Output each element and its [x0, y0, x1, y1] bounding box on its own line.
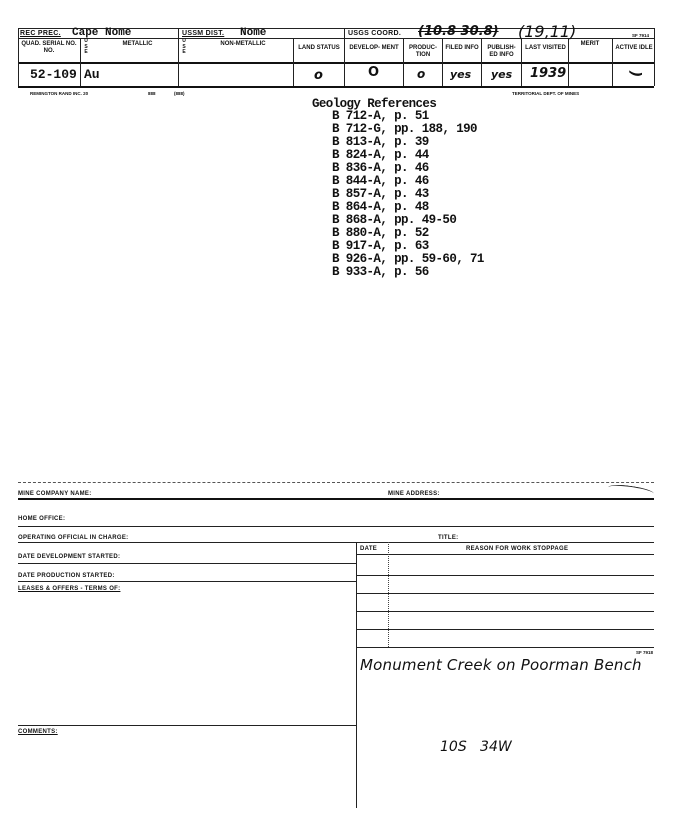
geology-ref: B 836-A, p. 46	[332, 161, 429, 175]
geology-ref: B 844-A, p. 46	[332, 174, 429, 188]
form-number: SF 7914	[632, 33, 650, 38]
location-note: Monument Creek on Poorman Bench	[360, 656, 642, 674]
reason-stoppage-label: REASON FOR WORK STOPPAGE	[466, 546, 569, 552]
leases-label: LEASES & OFFERS - TERMS OF:	[18, 586, 121, 592]
department-label: TERRITORIAL DEPT. OF MINES	[512, 91, 580, 96]
col-quad-serial: QUAD. SERIAL NO. NO.	[21, 41, 77, 54]
geology-ref: B 813-A, p. 39	[332, 135, 429, 149]
pen-stroke	[608, 483, 655, 498]
value-quad-serial: 52-109	[30, 67, 77, 82]
geology-ref: B 880-A, p. 52	[332, 226, 429, 240]
col-land-status: LAND STATUS	[298, 45, 340, 51]
code-888: 888	[148, 91, 156, 96]
col-filed-info: FILED INFO	[445, 45, 479, 51]
value-active-idle: )	[627, 70, 644, 78]
geology-ref: B 864-A, p. 48	[332, 200, 429, 214]
home-office-label: HOME OFFICE:	[18, 516, 66, 522]
usgs-coord-label: USGS COORD.	[348, 30, 402, 37]
date-col-label: DATE	[360, 546, 378, 552]
value-metallic: Au	[84, 67, 100, 82]
col-use-right: U S E	[182, 38, 186, 55]
col-use-left: U S E	[84, 38, 88, 55]
value-production: o	[417, 67, 426, 81]
date-production-label: DATE PRODUCTION STARTED:	[18, 573, 115, 579]
geology-ref: B 868-A, pp. 49-50	[332, 213, 457, 227]
code-888-paren: (888)	[174, 91, 185, 96]
operating-official-label: OPERATING OFFICIAL IN CHARGE:	[18, 535, 129, 541]
comments-label: COMMENTS:	[18, 729, 58, 735]
rec-prec-value: Cape Nome	[72, 27, 132, 39]
ussm-dist-label: USSM DIST.	[182, 30, 225, 37]
col-merit: MERIT	[580, 41, 600, 47]
value-last-visited: 1939	[530, 66, 567, 81]
township-note: 10S 34W	[440, 739, 512, 755]
geology-ref: B 926-A, pp. 59-60, 71	[332, 252, 484, 266]
col-published-info: PUBLISH- ED INFO	[487, 45, 516, 58]
geology-ref: B 712-G, pp. 188, 190	[332, 122, 477, 136]
col-non-metallic: NON-METALLIC	[220, 41, 266, 47]
ussm-dist-value: Nome	[240, 27, 267, 39]
col-production: PRODUC- TION	[409, 45, 437, 58]
col-metallic: METALLIC	[122, 41, 153, 47]
value-filed-info: yes	[450, 68, 472, 81]
usgs-coord-struck: (10.8 30.8)	[418, 24, 499, 39]
date-development-label: DATE DEVELOPMENT STARTED:	[18, 554, 121, 560]
mine-company-name-label: MINE COMPANY NAME:	[18, 491, 92, 497]
form-number-lower: SF 7918	[636, 650, 654, 655]
printer-credit: REMINGTON RAND INC. 20	[30, 91, 89, 96]
value-development: O	[368, 65, 380, 80]
geology-ref: B 857-A, p. 43	[332, 187, 429, 201]
usgs-coord-value: (19,11)	[518, 22, 577, 41]
geology-ref: B 917-A, p. 63	[332, 239, 429, 253]
value-land-status: o	[314, 68, 323, 83]
geology-ref: B 933-A, p. 56	[332, 265, 429, 279]
col-active-idle: ACTIVE IDLE	[615, 45, 653, 51]
geology-ref: B 712-A, p. 51	[332, 109, 429, 123]
geology-title: Geology References	[312, 97, 437, 111]
col-last-visited: LAST VISITED	[525, 45, 566, 51]
geology-ref: B 824-A, p. 44	[332, 148, 429, 162]
title-label: TITLE:	[438, 535, 459, 541]
value-published-info: yes	[491, 68, 513, 81]
mine-address-label: MINE ADDRESS:	[388, 491, 440, 497]
rec-prec-label: REC PREC.	[20, 30, 61, 37]
col-development: DEVELOP- MENT	[349, 45, 399, 51]
